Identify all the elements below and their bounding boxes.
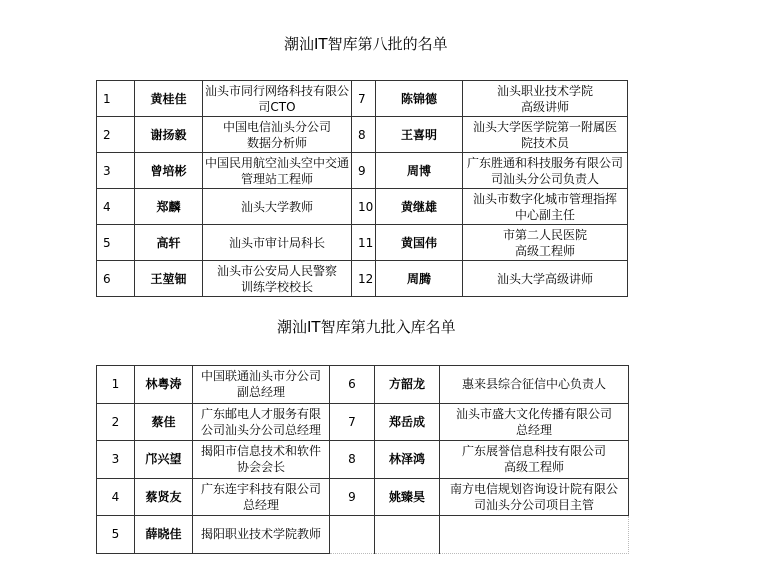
- member-number: 3: [97, 153, 135, 189]
- member-position: 汕头市数字化城市管理指挥 中心副主任: [463, 189, 628, 225]
- member-name: 黄国伟: [376, 225, 463, 261]
- member-position: 广东胜通和科技服务有限公司 司汕头分公司负责人: [463, 153, 628, 189]
- member-name: 郑麟: [135, 189, 203, 225]
- member-name: 方韶龙: [375, 366, 440, 404]
- member-name: 林泽鸿: [375, 441, 440, 479]
- member-number: 6: [330, 366, 375, 404]
- member-number: 8: [330, 441, 375, 479]
- member-name: 黄桂佳: [135, 81, 203, 117]
- table-row: [97, 403, 629, 441]
- member-name: 周腾: [376, 261, 463, 297]
- member-position: 汕头大学高级讲师: [463, 261, 628, 297]
- member-number: 7: [352, 81, 376, 117]
- member-name: 蔡佳: [135, 403, 193, 441]
- empty-cell: [330, 516, 375, 554]
- member-position: 南方电信规划咨询设计院有限公 司汕头分公司项目主管: [440, 478, 629, 516]
- member-number: 11: [352, 225, 376, 261]
- member-name: 周博: [376, 153, 463, 189]
- table-row: [97, 261, 628, 297]
- member-position: 广东连宇科技有限公司 总经理: [193, 478, 330, 516]
- member-position: 中国民用航空汕头空中交通 管理站工程师: [203, 153, 352, 189]
- member-number: 12: [352, 261, 376, 297]
- member-name: 陈锦德: [376, 81, 463, 117]
- table-row: [97, 516, 629, 554]
- table-row: [97, 225, 628, 261]
- member-position: 汕头职业技术学院 高级讲师: [463, 81, 628, 117]
- member-name: 谢扬毅: [135, 117, 203, 153]
- table-row: [97, 117, 628, 153]
- member-name: 王喜明: [376, 117, 463, 153]
- member-position: 汕头大学教师: [203, 189, 352, 225]
- batch9-table: [96, 365, 629, 554]
- member-number: 9: [352, 153, 376, 189]
- empty-cell: [440, 516, 629, 554]
- batch9-title: 潮汕IT智库第九批入库名单: [277, 318, 456, 336]
- member-name: 姚臻昊: [375, 478, 440, 516]
- member-number: 2: [97, 403, 135, 441]
- member-position: 汕头市同行网络科技有限公 司CTO: [203, 81, 352, 117]
- member-number: 1: [97, 81, 135, 117]
- member-position: 中国联通汕头市分公司 副总经理: [193, 366, 330, 404]
- member-name: 王堃钿: [135, 261, 203, 297]
- member-number: 9: [330, 478, 375, 516]
- member-position: 惠来县综合征信中心负责人: [440, 366, 629, 404]
- member-number: 4: [97, 189, 135, 225]
- member-name: 蔡贤友: [135, 478, 193, 516]
- member-number: 1: [97, 366, 135, 404]
- member-position: 汕头市公安局人民警察 训练学校校长: [203, 261, 352, 297]
- member-number: 6: [97, 261, 135, 297]
- member-position: 汕头市审计局科长: [203, 225, 352, 261]
- member-number: 3: [97, 441, 135, 479]
- empty-cell: [375, 516, 440, 554]
- member-position: 汕头市盛大文化传播有限公司 总经理: [440, 403, 629, 441]
- member-name: 高轩: [135, 225, 203, 261]
- member-name: 曾培彬: [135, 153, 203, 189]
- member-position: 广东邮电人才服务有限 公司汕头分公司总经理: [193, 403, 330, 441]
- member-number: 5: [97, 516, 135, 554]
- member-name: 黄继雄: [376, 189, 463, 225]
- batch8-title: 潮汕IT智库第八批的名单: [284, 35, 448, 53]
- member-position: 市第二人民医院 高级工程师: [463, 225, 628, 261]
- member-name: 郑岳成: [375, 403, 440, 441]
- member-name: 林粤涛: [135, 366, 193, 404]
- table-row: [97, 81, 628, 117]
- member-position: 汕头大学医学院第一附属医 院技术员: [463, 117, 628, 153]
- member-number: 2: [97, 117, 135, 153]
- member-position: 揭阳职业技术学院教师: [193, 516, 330, 554]
- table-row: [97, 189, 628, 225]
- table-row: [97, 366, 629, 404]
- member-number: 4: [97, 478, 135, 516]
- table-row: [97, 441, 629, 479]
- table-row: [97, 153, 628, 189]
- member-number: 5: [97, 225, 135, 261]
- table-row: [97, 478, 629, 516]
- member-position: 中国电信汕头分公司 数据分析师: [203, 117, 352, 153]
- member-name: 薛晓佳: [135, 516, 193, 554]
- member-number: 7: [330, 403, 375, 441]
- batch8-table: [96, 80, 628, 297]
- member-name: 邝兴望: [135, 441, 193, 479]
- member-position: 揭阳市信息技术和软件 协会会长: [193, 441, 330, 479]
- member-position: 广东展誉信息科技有限公司 高级工程师: [440, 441, 629, 479]
- member-number: 10: [352, 189, 376, 225]
- member-number: 8: [352, 117, 376, 153]
